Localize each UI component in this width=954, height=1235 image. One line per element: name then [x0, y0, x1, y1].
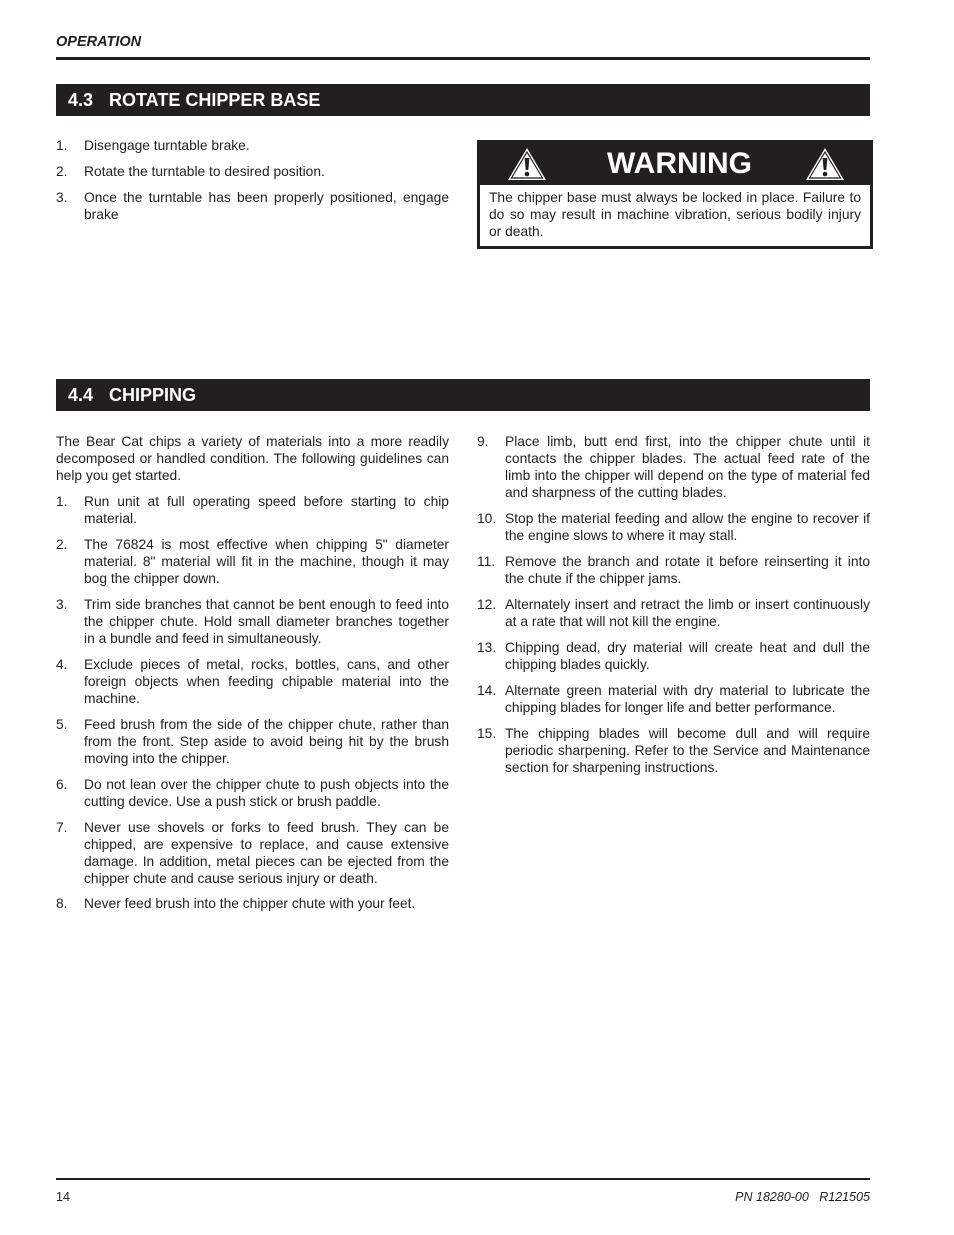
- list-number: 14.: [477, 683, 497, 698]
- list-item: [477, 725, 870, 776]
- warning-triangle-icon: [507, 147, 547, 181]
- warning-title: WARNING: [607, 147, 752, 180]
- list-item: [56, 656, 449, 707]
- list-number: 9.: [477, 434, 489, 449]
- list-text: Run unit at full operating speed before starting to chip material.: [84, 494, 449, 526]
- footer-rule: [56, 1178, 870, 1180]
- list-text: The chipping blades will become dull and will require periodic sharpening. Refer to the Service and Maintenance section for sharpening instructions.: [505, 726, 870, 775]
- list-number: 10.: [477, 511, 497, 526]
- list-text: Never use shovels or forks to feed brush. They can be chipped, are expensive to replace, and cause extensive damage. In addition, metal pieces can be ejected from the chipper chute and cause serious injury or death.: [84, 820, 449, 886]
- list-number: 5.: [56, 717, 68, 732]
- section-4-3-heading: [56, 84, 870, 116]
- warning-box: [477, 140, 873, 249]
- list-text: Chipping dead, dry material will create heat and dull the chipping blades quickly.: [505, 640, 870, 672]
- list-number: 3.: [56, 597, 68, 612]
- page-number: 14: [56, 1190, 70, 1204]
- list-text: Once the turntable has been properly positioned, engage brake: [84, 190, 449, 222]
- list-item: [477, 639, 870, 673]
- list-number: 1.: [56, 138, 68, 153]
- list-text: Trim side branches that cannot be bent enough to feed into the chipper chute. Hold small diameter branches together in a bundle and feed in simultaneously.: [84, 597, 449, 646]
- section-number: 4.4: [68, 385, 94, 405]
- list-item: [477, 682, 870, 716]
- list-item: [56, 596, 449, 647]
- list-number: 3.: [56, 190, 68, 205]
- warning-triangle-icon: [805, 147, 845, 181]
- warning-header: [480, 143, 870, 185]
- list-text: Alternately insert and retract the limb or insert continuously at a rate that will not kill the engine.: [505, 597, 870, 629]
- list-number: 8.: [56, 896, 68, 911]
- list-item: [56, 716, 449, 767]
- list-number: 6.: [56, 777, 68, 792]
- section-title: CHIPPING: [109, 385, 197, 405]
- list-number: 2.: [56, 164, 68, 179]
- list-item: [56, 137, 449, 154]
- list-number: 15.: [477, 726, 497, 741]
- list-text: Do not lean over the chipper chute to push objects into the cutting device. Use a push stick or brush paddle.: [84, 777, 449, 809]
- section-title: ROTATE CHIPPER BASE: [109, 90, 321, 110]
- part-number: PN 18280-00 R121505: [735, 1190, 870, 1204]
- list-text: Place limb, butt end first, into the chipper chute until it contacts the chipper blades. The actual feed rate of the limb into the chipper will depend on the type of material fed and sharpness of the cutting blades.: [505, 434, 870, 500]
- chipping-intro: The Bear Cat chips a variety of materials into a more readily decomposed or handled condition. The following guidelines can help you get started.: [56, 434, 449, 483]
- list-item: [477, 510, 870, 544]
- list-text: Remove the branch and rotate it before reinserting it into the chute if the chipper jams.: [505, 554, 870, 586]
- header-rule: [56, 57, 870, 60]
- running-header: OPERATION: [56, 34, 142, 50]
- list-item: [56, 819, 449, 887]
- list-text: Stop the material feeding and allow the engine to recover if the engine slows to where it may stall.: [505, 511, 870, 543]
- list-item: [477, 553, 870, 587]
- section-number: 4.3: [68, 90, 94, 110]
- list-item: [56, 189, 449, 223]
- list-number: 11.: [477, 554, 496, 569]
- list-number: 12.: [477, 597, 497, 612]
- list-number: 7.: [56, 820, 68, 835]
- list-text: Disengage turntable brake.: [84, 138, 250, 153]
- list-text: Never feed brush into the chipper chute with your feet.: [84, 896, 416, 911]
- list-item: [56, 536, 449, 587]
- list-text: Feed brush from the side of the chipper chute, rather than from the front. Step aside to avoid being hit by the brush moving into the chipper.: [84, 717, 449, 766]
- list-item: [56, 776, 449, 810]
- list-number: 4.: [56, 657, 68, 672]
- list-number: 2.: [56, 537, 68, 552]
- warning-text: The chipper base must always be locked in place. Failure to do so may result in machine vibration, serious bodily injury or death.: [489, 190, 861, 239]
- section-4-4-heading: [56, 379, 870, 411]
- list-item: [56, 163, 449, 180]
- list-text: Alternate green material with dry material to lubricate the chipping blades for longer life and better performance.: [505, 683, 870, 715]
- list-item: [56, 493, 449, 527]
- list-number: 13.: [477, 640, 497, 655]
- list-text: The 76824 is most effective when chipping 5" diameter material. 8" material will fit in the machine, though it may bog the chipper down.: [84, 537, 449, 586]
- list-number: 1.: [56, 494, 68, 509]
- list-text: Exclude pieces of metal, rocks, bottles, cans, and other foreign objects when feeding chipable material into the machine.: [84, 657, 449, 706]
- list-item: [477, 596, 870, 630]
- list-item: [56, 895, 449, 912]
- list-item: [477, 433, 870, 501]
- list-text: Rotate the turntable to desired position.: [84, 164, 325, 179]
